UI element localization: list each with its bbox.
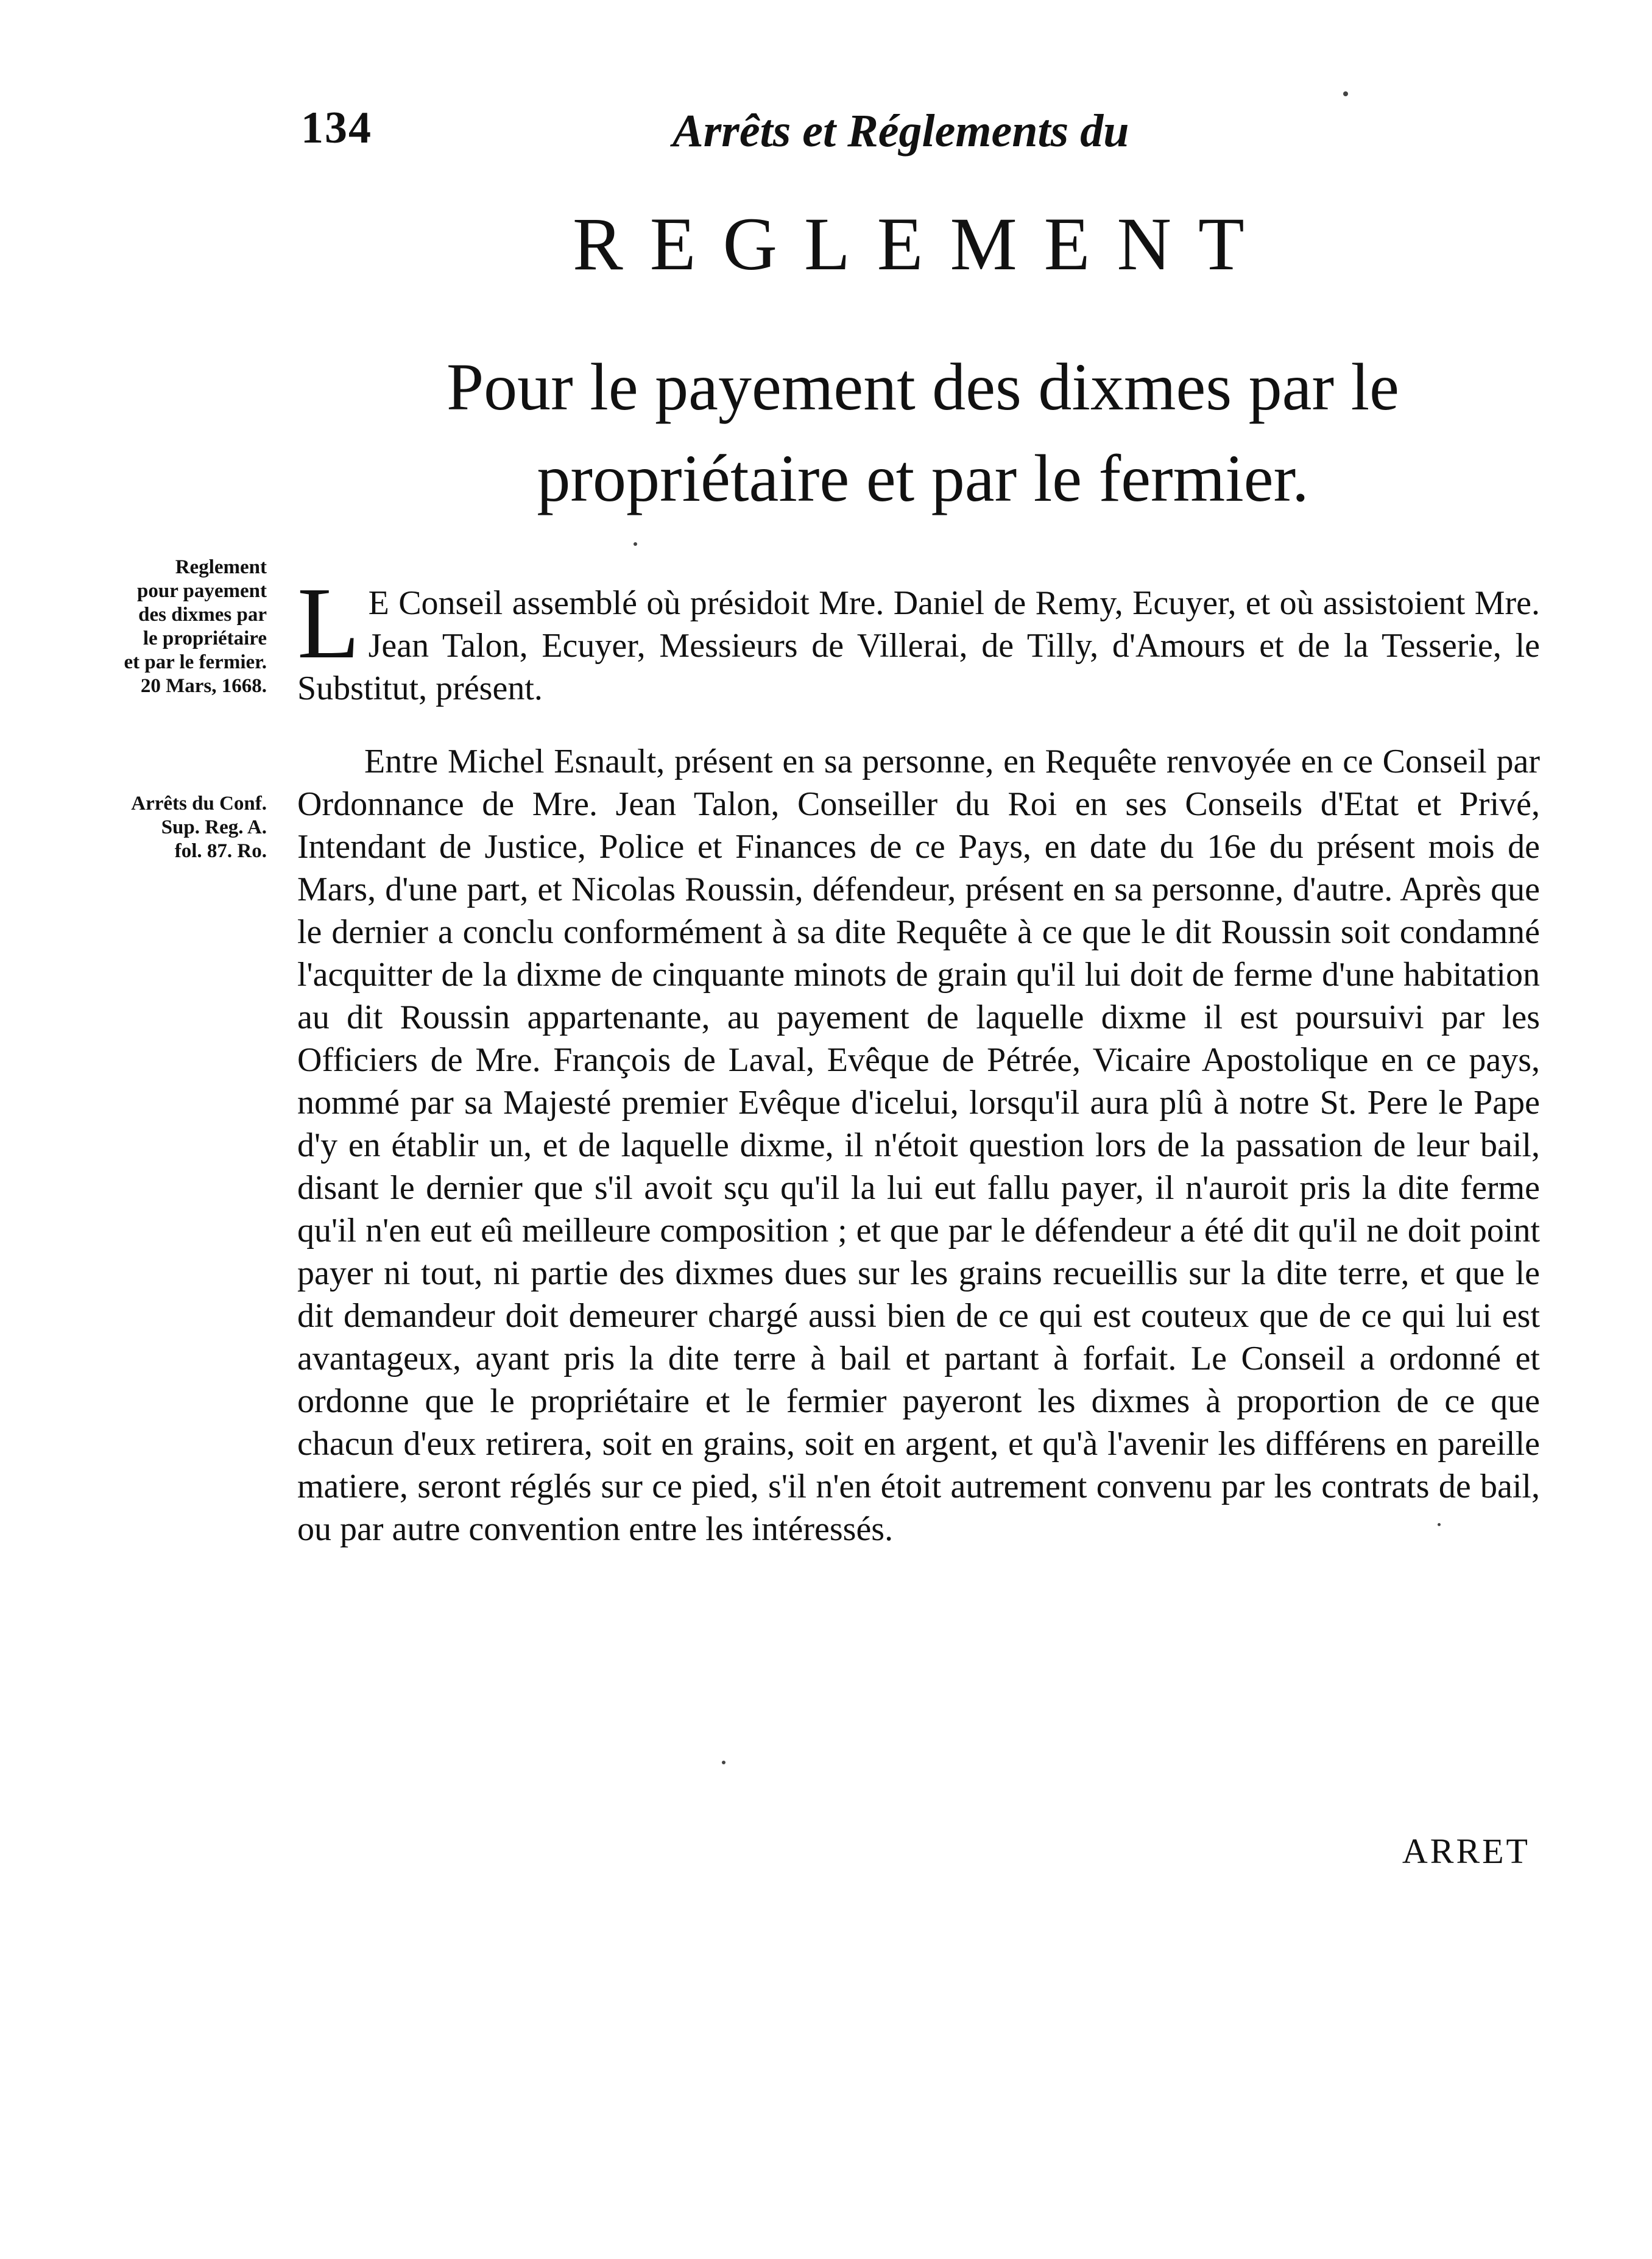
section-title: REGLEMENT [573, 202, 1271, 286]
margin-note-reference [90, 792, 267, 863]
margin-note-line: pour payement [137, 580, 267, 602]
body-text [297, 567, 1540, 1581]
margin-note-line: Reglement [175, 556, 267, 578]
ink-speck [722, 1761, 725, 1764]
drop-cap: L [297, 567, 360, 680]
catchword: ARRET [1402, 1831, 1530, 1871]
section-subtitle: Pour le payement des dixmes par le propriétaire et par le fermier. [446, 350, 1399, 515]
paragraph-council-text: E Conseil assemblé où présidoit Mre. Daniel de Remy, Ecuyer, et où assistoient Mre. Jean Talon, Ecuyer, Messieurs de Villerai, de Tilly, d'Amours et de la Tesserie, le Substitut, présent. [297, 584, 1540, 707]
margin-note-line: Arrêts du Conf. [131, 793, 267, 815]
ink-speck [1343, 91, 1348, 96]
margin-note-line: Sup. Reg. A. [161, 816, 267, 838]
ink-speck [1438, 1523, 1441, 1526]
page-header [301, 102, 1227, 169]
margin-note-summary [90, 556, 267, 698]
running-title: Arrêts et Réglements du [672, 105, 1129, 157]
paragraph-ruling: Entre Michel Esnault, présent en sa personne, en Requête renvoyée en ce Conseil par Ordonnance de Mre. Jean Talon, Conseiller du Roi en ses Conseils d'Etat et Privé, Intendant de Justice, Police et Finances de ce Pays, en date du 16e du présent mois de Mars, d'une part, et Nicolas Roussin, défendeur, présent en sa personne, d'autre. Après que le dernier a conclu conformément à sa dite Requête à ce que le dit Roussin soit condamné l'acquitter de la dixme de cinquante minots de grain qu'il lui doit de ferme d'une habitation au dit Roussin appartenante, au payement de laquelle dixme il est poursuivi par les Officiers de Mre. François de Laval, Evêque de Pétrée, Vicaire Apostolique en ce pays, nommé par sa Majesté premier Evêque d'icelui, lorsqu'il aura plû à notre St. Pere le Pape d'y en établir un, et de laquelle dixme, il n'étoit question lors de la passation de leur bail, disant le dernier que s'il avoit sçu qu'il la lui eut fallu payer, il n'auroit pris la dite ferme qu'il n'en eut eû meilleure composition ; et que par le défendeur a été dit qu'il ne doit point payer ni tout, ni partie des dixmes dues sur les grains recueillis sur la dite terre, et que le dit demandeur doit demeurer chargé aussi bien de ce qui est couteux que de ce qui lui est avantageux, ayant pris la dite terre à bail et partant à forfait. Le Conseil a ordonné et ordonne que le propriétaire et le fermier payeront les dixmes à proportion de ce que chacun d'eux retirera, soit en grains, soit en argent, et qu'à l'avenir les différens en pareille matiere, seront réglés sur ce pied, s'il n'en étoit autrement convenu par les contrats de bail, ou par autre convention entre les intéressés. [297, 743, 1540, 1548]
margin-note-line: des dixmes par [138, 604, 267, 626]
margin-note-date: 20 Mars, 1668. [140, 675, 267, 697]
ink-speck [634, 542, 637, 546]
paragraph-council [297, 567, 1540, 710]
margin-note-line: le propriétaire [143, 628, 267, 649]
margin-note-line: fol. 87. Ro. [174, 840, 267, 862]
page-number: 134 [301, 103, 372, 153]
margin-note-line: et par le fermier. [124, 651, 267, 673]
